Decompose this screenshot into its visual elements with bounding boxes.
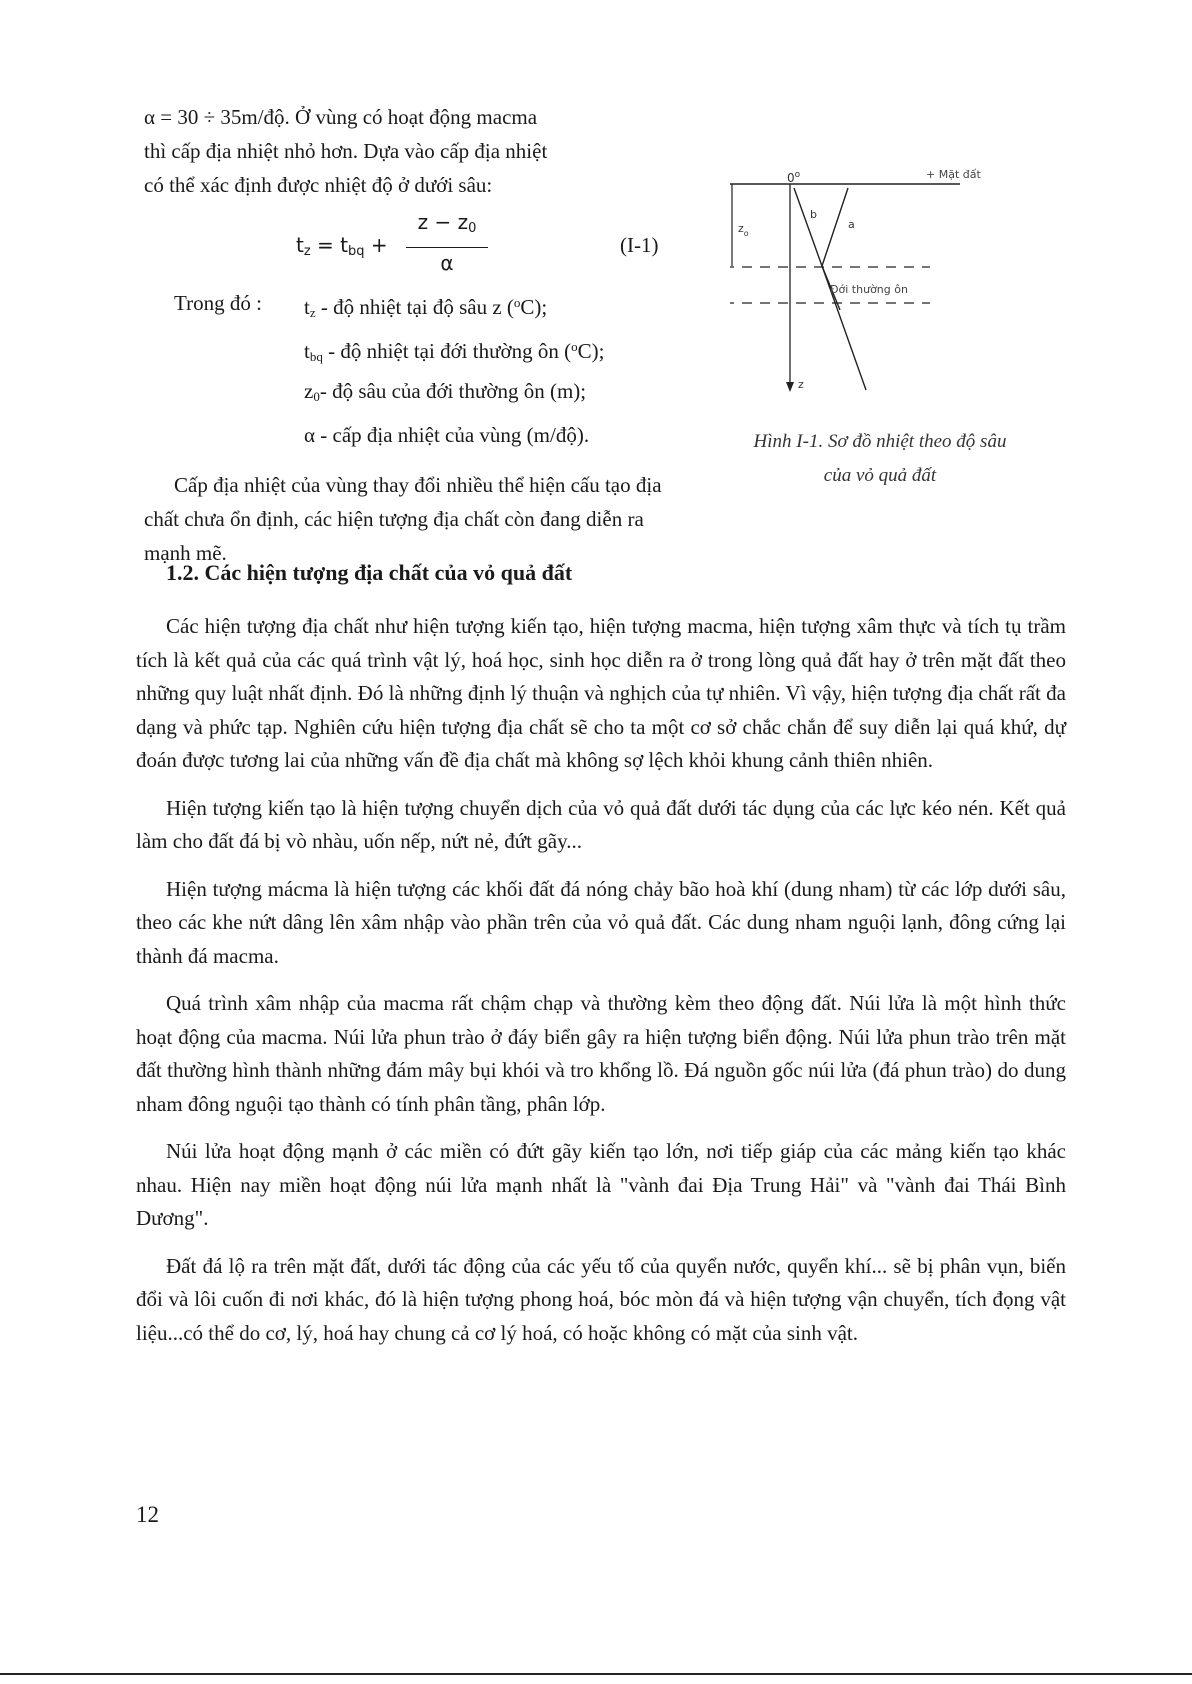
- formula-i-1: [144, 208, 684, 278]
- formula-denominator: α: [440, 251, 454, 275]
- figure-caption-line-2: của vỏ quả đất: [823, 465, 937, 486]
- page-number: 12: [136, 1502, 159, 1527]
- definition-tz: $t_z$ - độ nhiệt tại độ sâu z ($^o$C);: [304, 295, 548, 320]
- closing-paragraph: Cấp địa nhiệt của vùng thay đổi nhiều thể hiện cấu tạo địa chất chưa ổn định, các hiện tượng địa chất còn đang diễn ra mạnh mẽ.: [144, 473, 662, 565]
- definition-row: [144, 286, 684, 330]
- paragraph: Núi lửa hoạt động mạnh ở các miền có đứt gãy kiến tạo lớn, nơi tiếp giáp của các mảng kiến tạo khác nhau. Hiện nay miền hoạt động núi lửa mạnh nhất là "vành đai Địa Trung Hải" và "vành đai Thái Bình Dương".: [136, 1139, 1066, 1230]
- intro-line-1: α = 30 ÷ 35m/độ. Ở vùng có hoạt động macma: [144, 105, 538, 129]
- definitions-list: [144, 286, 684, 462]
- formula-numerator: $z - z_0$: [406, 208, 488, 248]
- label-z: z: [798, 378, 804, 391]
- definition-row: [144, 418, 684, 462]
- label-z0: $z_o$: [738, 222, 749, 238]
- paragraph: Quá trình xâm nhập của macma rất chậm chạp và thường kèm theo động đất. Núi lửa là một hình thức hoạt động của macma. Núi lửa phun trào ở đáy biển gây ra hiện tượng biển động. Núi lửa phun trào trên mặt đất thường hình thành những đám mây bụi khói và tro khổng lồ. Đá nguồn gốc núi lửa (đá phun trào) do dung nham đông nguội tạo thành có tính phân tầng, phân lớp.: [136, 991, 1066, 1116]
- definitions-lead: Trong đó :: [174, 291, 262, 315]
- bottom-rule: [0, 1673, 1192, 1675]
- formula-number: (I-1): [620, 233, 659, 257]
- paragraph: Đất đá lộ ra trên mặt đất, dưới tác động của các yếu tố của quyển nước, quyển khí... sẽ bị phân vụn, biến đổi và lôi cuốn đi nơi khác, đó là hiện tượng phong hoá, bóc mòn đá và hiện tượng vận chuyển, tích đọng vật liệu...có thể do cơ, lý, hoá hay chung cả cơ lý hoá, có hoặc không có mặt của sinh vật.: [136, 1253, 1066, 1345]
- figure-caption-line-1: Hình I-1. Sơ đồ nhiệt theo độ sâu: [753, 431, 1007, 452]
- main-text: [136, 610, 1066, 1364]
- intro-line-2: thì cấp địa nhiệt nhỏ hơn. Dựa vào cấp địa nhiệt: [144, 139, 548, 163]
- z-arrow-icon: [786, 382, 794, 392]
- label-top: 0$^o$: [787, 170, 801, 185]
- left-column: [144, 100, 684, 570]
- formula-lhs: $t_z = t_{bq}$ +: [296, 233, 388, 259]
- label-b: b: [810, 208, 817, 221]
- paragraph: Hiện tượng mácma là hiện tượng các khối đất đá nóng chảy bão hoà khí (dung nham) từ các lớp dưới sâu, theo các khe nứt dâng lên xâm nhập vào phần trên của vỏ quả đất. Các dung nham nguội lạnh, đông cứng lại thành đá macma.: [136, 876, 1066, 968]
- paragraph: Các hiện tượng địa chất như hiện tượng kiến tạo, hiện tượng macma, hiện tượng xâm thực và tích tụ trầm tích là kết quả của các quá trình vật lý, hoá học, sinh học diễn ra ở trong lòng quả đất hay ở trên mặt đất theo những quy luật nhất định. Đó là những định lý thuận và nghịch của tự nhiên. Vì vậy, hiện tượng địa chất rất đa dạng và phức tạp. Nghiên cứu hiện tượng địa chất sẽ cho ta một cơ sở chắc chắn để suy diễn lại quá khứ, dự đoán được tương lai của những vấn đề địa chất mà không sợ lệch khỏi khung cảnh thiên nhiên.: [136, 614, 1066, 772]
- definition-tbq: $t_{bq}$ - độ nhiệt tại đới thường ôn ($^o$C);: [304, 339, 605, 364]
- formula-fraction: [406, 208, 488, 278]
- section-title: 1.2. Các hiện tượng địa chất của vỏ quả đất: [166, 560, 573, 585]
- paragraph: Hiện tượng kiến tạo là hiện tượng chuyển dịch của vỏ quả đất dưới tác dụng của các lực kéo nén. Kết quả làm cho đất đá bị vò nhàu, uốn nếp, nứt nẻ, đứt gãy...: [136, 795, 1066, 853]
- definition-z0: $z_0-$ độ sâu của đới thường ôn (m);: [304, 379, 587, 404]
- figure-caption: [700, 425, 1060, 493]
- label-surface: + Mặt đất: [926, 168, 981, 181]
- definition-row: [144, 374, 684, 418]
- label-a: a: [848, 218, 855, 231]
- definition-alpha: α - cấp địa nhiệt của vùng (m/độ).: [304, 423, 590, 447]
- label-zone: Đới thường ôn: [830, 283, 908, 296]
- intro-line-3: có thể xác định được nhiệt độ ở dưới sâu:: [144, 173, 493, 197]
- definition-row: [144, 330, 684, 374]
